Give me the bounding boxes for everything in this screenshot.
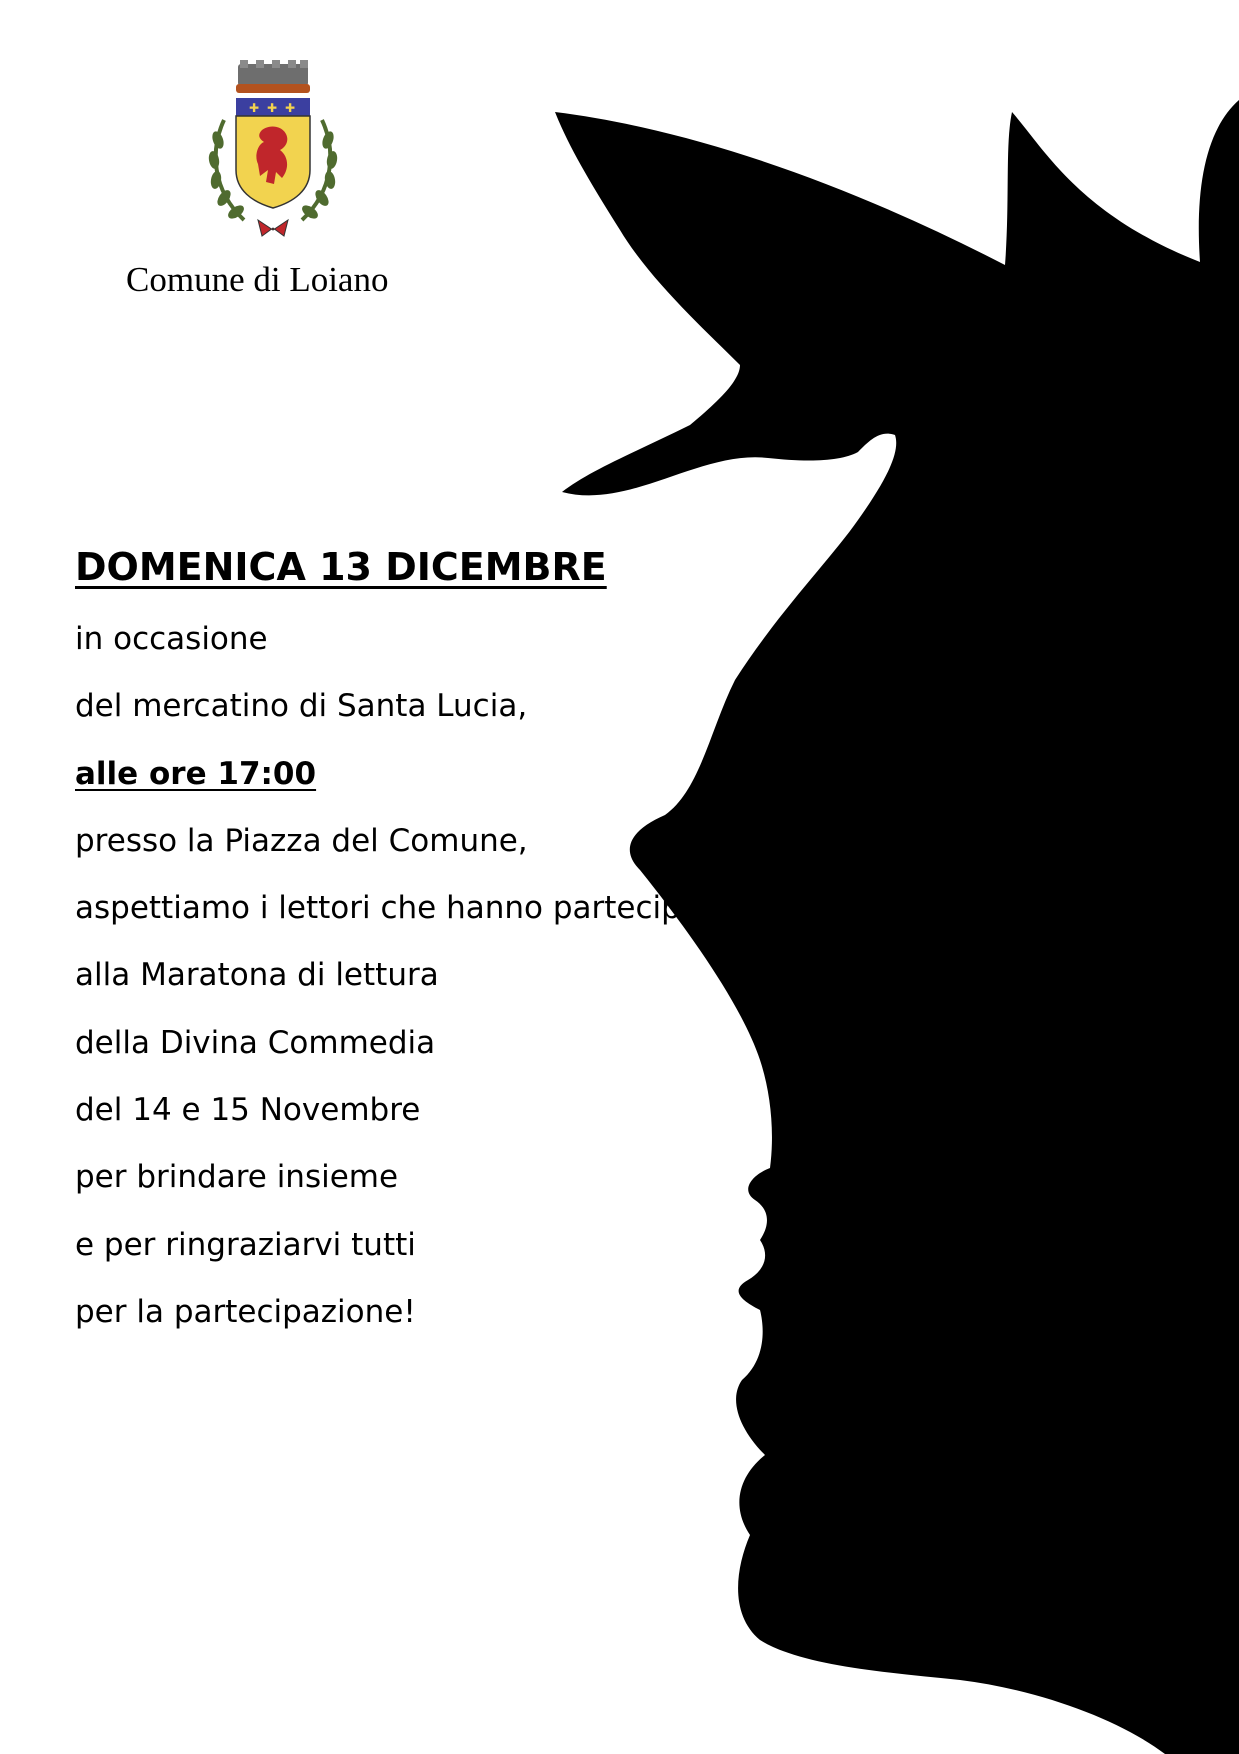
announcement-line: per la partecipazione!	[75, 1293, 416, 1330]
svg-text:✚: ✚	[285, 101, 296, 115]
announcement-line: del 14 e 15 Novembre	[75, 1092, 421, 1129]
announcement-line: aspettiamo i lettori che hanno partecipato	[75, 890, 731, 927]
municipality-name: Comune di Loiano	[126, 260, 389, 299]
announcement-line: e per ringraziarvi tutti	[75, 1226, 416, 1263]
svg-text:✚: ✚	[267, 101, 278, 115]
announcement-line: per brindare insieme	[75, 1159, 399, 1196]
event-date-headline: DOMENICA 13 DICEMBRE	[75, 545, 607, 589]
svg-text:✚: ✚	[249, 101, 260, 115]
announcement	[75, 538, 755, 1346]
announcement-line: del mercatino di Santa Lucia,	[75, 688, 528, 725]
event-time: alle ore 17:00	[75, 755, 317, 792]
announcement-line: presso la Piazza del Comune,	[75, 822, 528, 859]
announcement-line: alla Maratona di lettura	[75, 957, 439, 994]
announcement-line: della Divina Commedia	[75, 1024, 436, 1061]
coat-of-arms-icon	[204, 60, 342, 238]
announcement-line: in occasione	[75, 621, 268, 657]
